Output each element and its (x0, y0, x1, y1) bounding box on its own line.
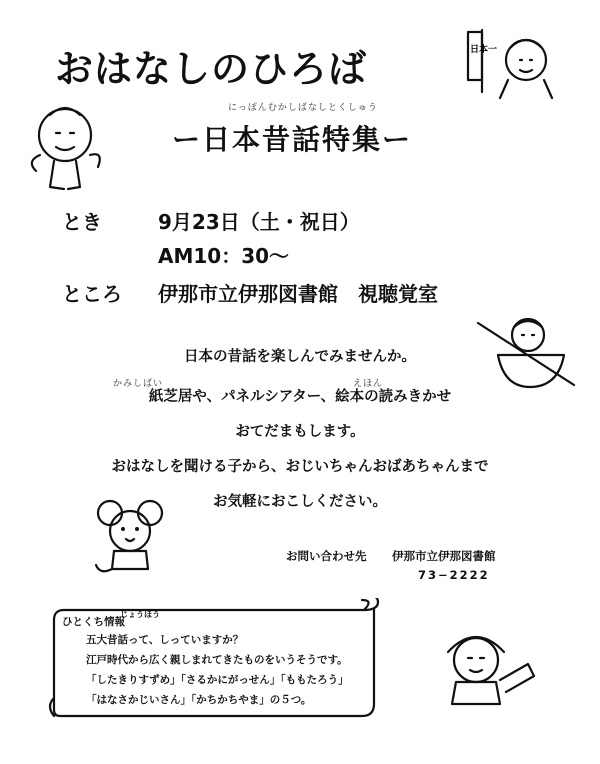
event-place: 伊那市立伊那図書館 視聴覚室 (158, 282, 438, 306)
mouse-character (90, 495, 170, 580)
body-line-2: 紙芝居や、パネルシアター、絵本の読みきかせ (148, 389, 452, 405)
event-time: AM10：30〜 (158, 244, 290, 268)
subtitle: ー日本昔話特集ー (172, 123, 413, 156)
scroll-line-4: 「はなさかじいさん」「かちかちやま」の５つ。 (86, 694, 312, 706)
momotaro-flag-character (460, 20, 570, 100)
banner-text: 日本一 (470, 45, 498, 55)
where-label: ところ (62, 282, 122, 306)
scroll-line-1: 五大昔話って、しっていますか？ (86, 634, 244, 646)
body-line-1: 日本の昔話を楽しんでみませんか。 (184, 349, 416, 365)
ehon-ruby: えほん (353, 379, 384, 389)
body-line-4: おはなしを聞ける子から、おじいちゃんおばあちゃんまで (111, 459, 489, 475)
samurai-boy-character (430, 618, 540, 708)
issun-boshi-character (470, 305, 580, 390)
scroll-line-3: 「したきりすずめ」「さるかにがっせん」「ももたろう」 (86, 674, 349, 686)
event-date: 9月23日（土・祝日） (158, 210, 360, 234)
page-title: おはなしのひろば (55, 47, 368, 91)
subtitle-ruby: にっぽんむかしばなしとくしゅう (228, 103, 378, 113)
scroll-heading: ひとくち情報 (62, 616, 125, 628)
body-line-3: おてだまもします。 (235, 424, 365, 440)
contact-label: お問い合わせ先 (286, 549, 367, 563)
contact-phone: 73−2222 (418, 568, 490, 582)
old-man-character (20, 95, 110, 195)
body-line-5: お気軽におこしください。 (213, 494, 387, 510)
scroll-heading-ruby: じょうほう (120, 610, 160, 619)
contact-org: 伊那市立伊那図書館 (392, 549, 496, 563)
when-label: とき (62, 210, 102, 234)
scroll-line-2: 江戸時代から広く親しまれてきたものをいうそうです。 (86, 654, 348, 666)
kamishibai-ruby: かみしばい (113, 379, 164, 389)
